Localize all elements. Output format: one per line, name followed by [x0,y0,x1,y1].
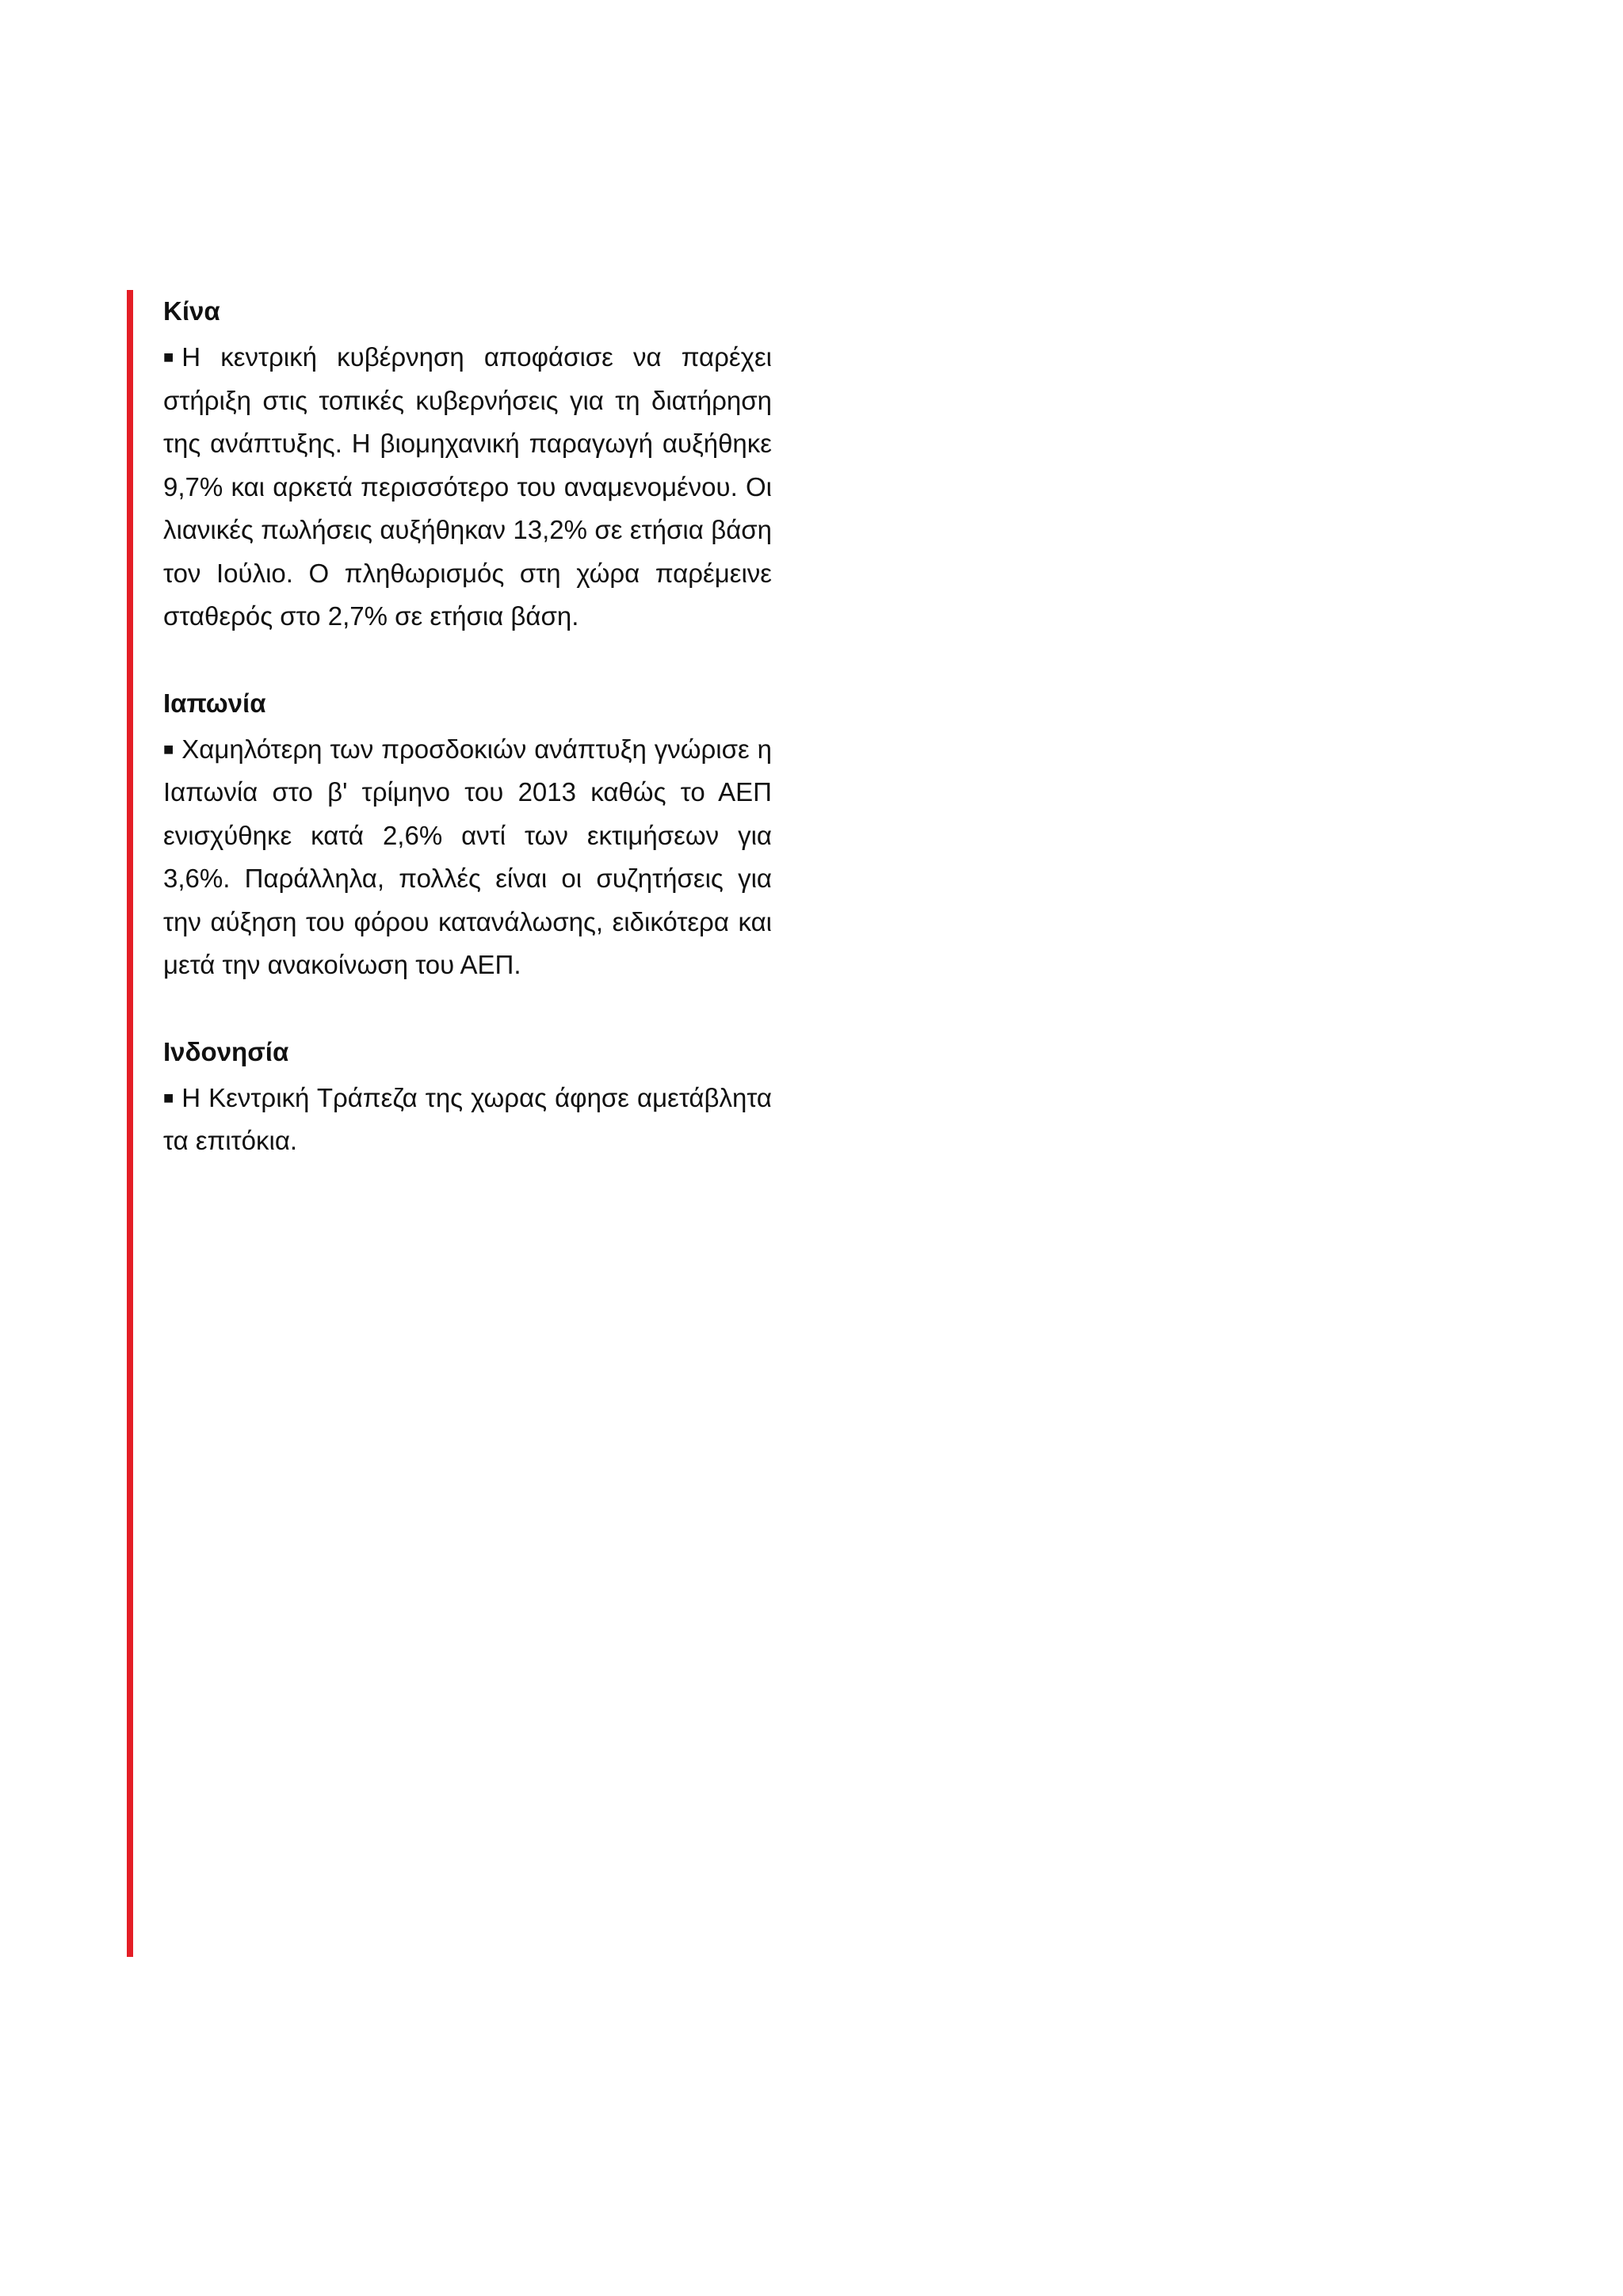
section-text: Η Κεντρική Τράπεζα της χωρας άφησε αμετάβλητα τα επιτόκια. [163,1082,772,1155]
section-text: Η κεντρική κυβέρνηση αποφάσισε να παρέχει στήριξη στις τοπικές κυβερνήσεις για τη διατήρηση της ανάπτυξης. Η βιομηχανική παραγωγή αυξήθηκε 9,7% και αρκετά περισσότερο του αναμενομένου. Οι λιανικές πωλήσεις αυξήθηκαν 13,2% σε ετήσια βάση τον Ιούλιο. Ο πληθωρισμός στη χώρα παρέμεινε σταθερός στο 2,7% σε ετήσια βάση. [163,342,772,631]
section-title: Κίνα [163,296,220,326]
section-paragraph [163,1077,772,1163]
section-text: Χαμηλότερη των προσδοκιών ανάπτυξη γνώρισε η Ιαπωνία στο β' τρίμηνο του 2013 καθώς το ΑΕΠ ενισχύθηκε κατά 2,6% αντί των εκτιμήσεων για 3,6%. Παράλληλα, πολλές είναι οι συζητήσεις για την αύξηση του φόρου κατανάλωσης, ειδικότερα και μετά την ανακοίνωση του ΑΕΠ. [163,734,772,979]
section-china [163,290,772,639]
left-accent-rule [127,290,133,1957]
square-bullet-icon: ■ [163,738,174,759]
news-column [163,290,772,1207]
section-title: Ιαπωνία [163,688,266,718]
section-paragraph [163,336,772,639]
square-bullet-icon: ■ [163,347,174,367]
section-title: Ινδονησία [163,1036,289,1066]
section-japan [163,682,772,987]
square-bullet-icon: ■ [163,1087,174,1108]
section-indonesia [163,1031,772,1163]
section-paragraph [163,728,772,987]
